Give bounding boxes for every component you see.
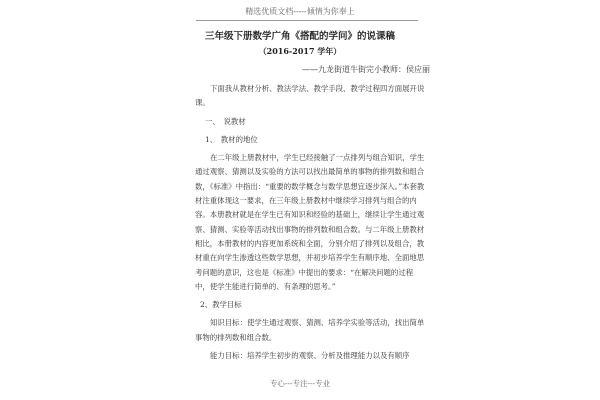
header-divider xyxy=(196,20,418,21)
page-footer: 专心---专注---专业 xyxy=(269,379,331,388)
section-heading: 一、 说教材 xyxy=(205,116,246,126)
document-subtitle: （2016-2017 学年） xyxy=(258,46,342,56)
body-paragraph: 能力目标：培养学生初步的观察、分析及推理能力以及有顺序 xyxy=(210,351,410,361)
document-author: ——九龙街道牛街完小教师：侯应丽 xyxy=(302,65,430,74)
body-paragraph: 在二年级上册教材中，学生已经接触了一点排列与组合知识，学生通过观察、猜测以及实验的方法可以找出最简单的事物的排列数和组合数，《标准》中指出：“重要的数学概念与数学思想宜逐步深入。”本套教材注重体现这一要求，在三年级上册教材中继续学习排列与组合的内容。本册教材就是在学生已有知识和经验的基础上，继续让学生通过观察、猜测、实验等活动找出事物的排列数和组合数。与二年级上册教材相比，本册教材的内容更加系统和全面，分别介绍了排列以及组合，教材重在向学生渗透这些数学思想，并初步培养学生有顺序地、全面地思考问题的意识，这也是《标准》中提出的要求：“在解决问题的过程中，使学生能进行简单的、有条理的思考。” xyxy=(195,153,425,291)
document-title: 三年级下册数学广角《搭配的学问》的说课稿 xyxy=(204,31,395,42)
intro-paragraph: 下面我从教材分析、教法学法、教学手段、教学过程四方面展开说课。 xyxy=(195,84,425,108)
subsection-heading: 2、教学目标 xyxy=(200,300,242,310)
page-header: 精选优质文档-----倾情为你奉上 xyxy=(245,7,355,16)
subsection-heading: 1、 教材的地位 xyxy=(205,134,258,144)
body-paragraph: 知识目标：使学生通过观察、猜测、培养学实验等活动，找出简单事物的排列数和组合数。 xyxy=(195,318,425,342)
document-body xyxy=(195,82,427,367)
